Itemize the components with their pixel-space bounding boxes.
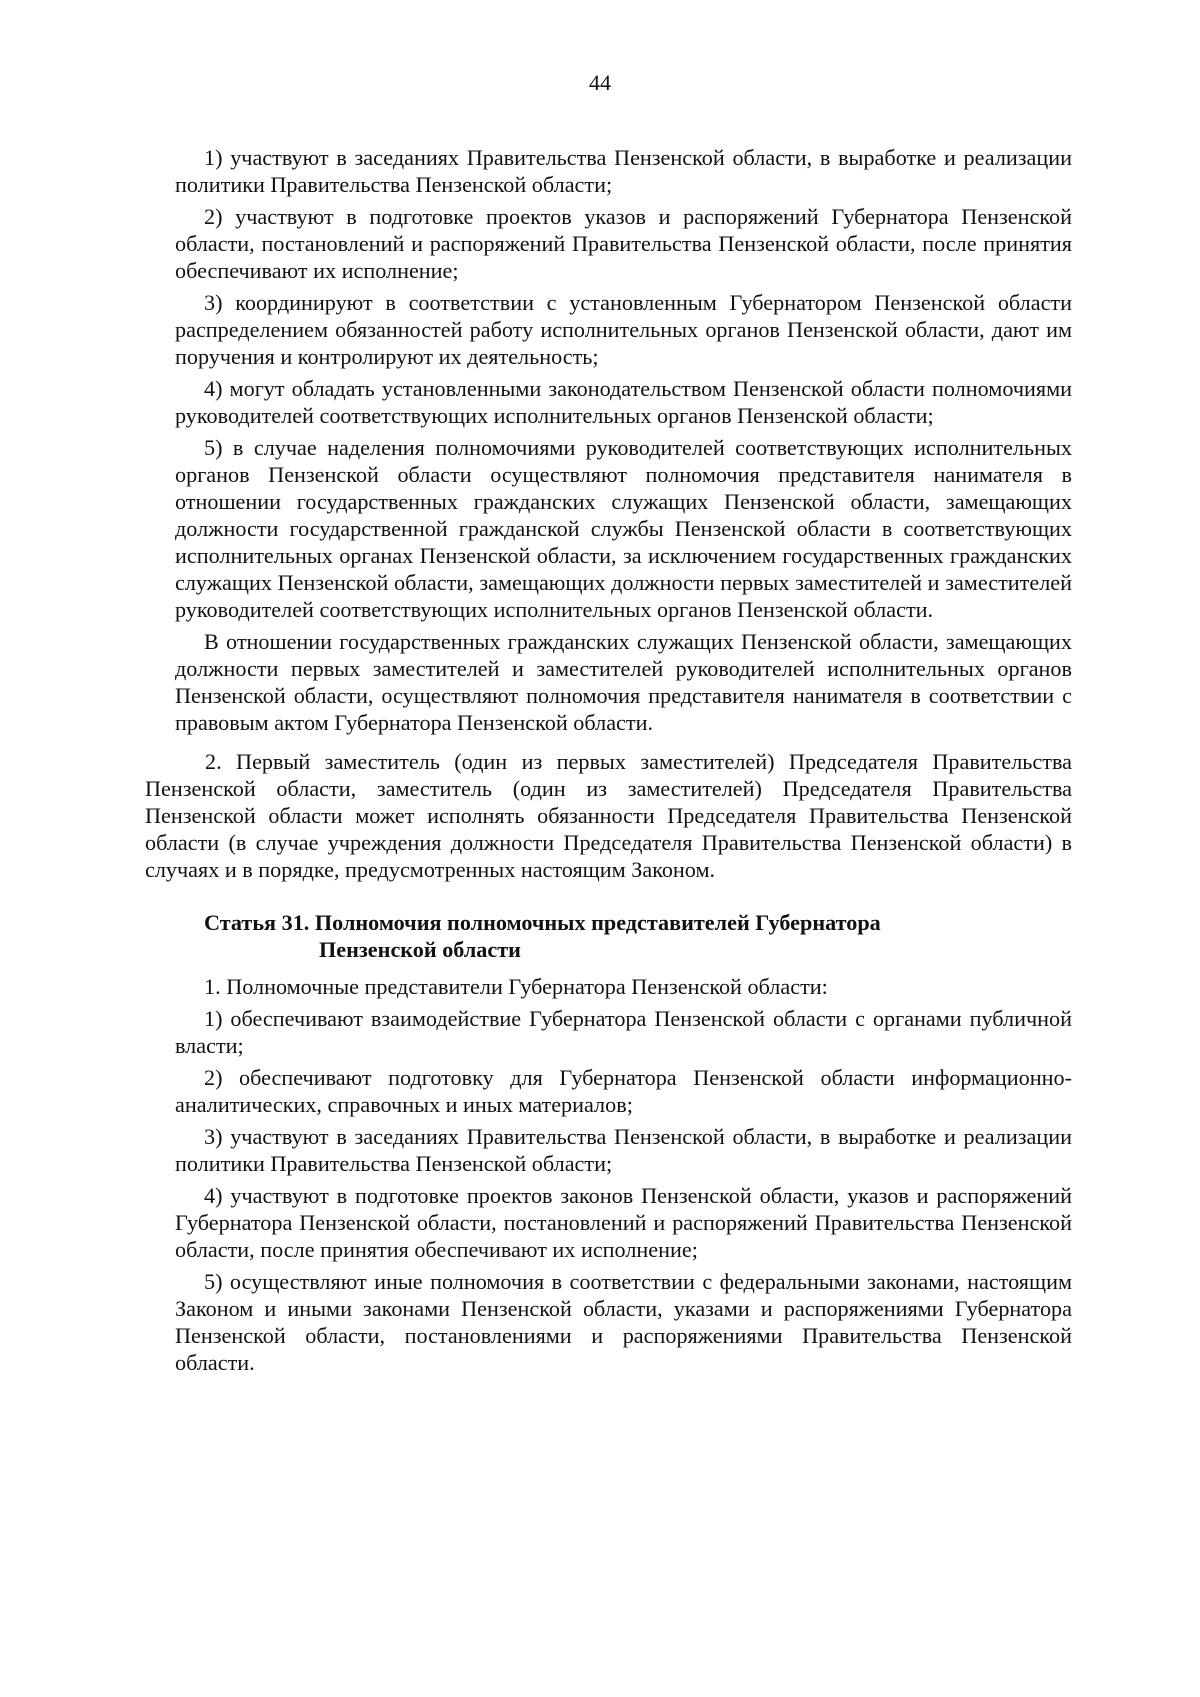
- article-title-line-2: Пензенской области: [319, 937, 521, 962]
- paragraph: 4) могут обладать установленными законодательством Пензенской области полномочиями руководителей соответствующих исполнительных органов Пензенской области;: [175, 376, 1072, 428]
- paragraph: 3) участвуют в заседаниях Правительства Пензенской области, в выработке и реализации политики Правительства Пензенской области;: [175, 1124, 1072, 1176]
- article-title: [204, 909, 1072, 963]
- paragraph: 4) участвуют в подготовке проектов законов Пензенской области, указов и распоряжений Губернатора Пензенской области, постановлений и распоряжений Правительства Пензенской области, после принятия обеспечивают их исполнение;: [175, 1183, 1072, 1262]
- paragraph: 1. Полномочные представители Губернатора Пензенской области:: [204, 974, 828, 999]
- paragraph: В отношении государственных гражданских служащих Пензенской области, замещающих должности первых заместителей и заместителей руководителей исполнительных органов Пензенской области, осуществляют полномочия представителя нанимателя в соответствии с правовым актом Губернатора Пензенской области.: [175, 629, 1072, 735]
- paragraph: 1) обеспечивают взаимодействие Губернатора Пензенской области с органами публичной власти;: [175, 1006, 1072, 1058]
- paragraph-section-2: 2. Первый заместитель (один из первых заместителей) Председателя Правительства Пензенской области, заместитель (один из заместителей) Председателя Правительства Пензенской области может исполнять обязанности Председателя Правительства Пензенской области (в случае учреждения должности Председателя Правительства Пензенской области) в случаях и в порядке, предусмотренных настоящим Законом.: [145, 749, 1072, 882]
- paragraph: 5) осуществляют иные полномочия в соответствии с федеральными законами, настоящим Законом и иными законами Пензенской области, указами и распоряжениями Губернатора Пензенской области, постановлениями и распоряжениями Правительства Пензенской области.: [175, 1269, 1072, 1375]
- page-number: 44: [589, 70, 611, 95]
- paragraph: 5) в случае наделения полномочиями руководителей соответствующих исполнительных органов Пензенской области осуществляют полномочия представителя нанимателя в отношении государственных гражданских служащих Пензенской области, замещающих должности государственной гражданской службы Пензенской области в соответствующих исполнительных органах Пензенской области, за исключением государственных гражданских служащих Пензенской области, замещающих должности первых заместителей и заместителей руководителей соответствующих исполнительных органов Пензенской области.: [175, 435, 1072, 622]
- paragraph: 3) координируют в соответствии с установленным Губернатором Пензенской области распределением обязанностей работу исполнительных органов Пензенской области, дают им поручения и контролируют их деятельность;: [175, 290, 1072, 369]
- document-body: [145, 144, 1072, 1381]
- paragraph: 2) обеспечивают подготовку для Губернатора Пензенской области информационно-аналитических, справочных и иных материалов;: [175, 1065, 1072, 1117]
- paragraph: 2) участвуют в подготовке проектов указов и распоряжений Губернатора Пензенской области, постановлений и распоряжений Правительства Пензенской области, после принятия обеспечивают их исполнение;: [175, 204, 1072, 283]
- article-title-line-1: Статья 31. Полномочия полномочных представителей Губернатора: [204, 910, 881, 935]
- paragraph: 1) участвуют в заседаниях Правительства Пензенской области, в выработке и реализации политики Правительства Пензенской области;: [175, 145, 1072, 197]
